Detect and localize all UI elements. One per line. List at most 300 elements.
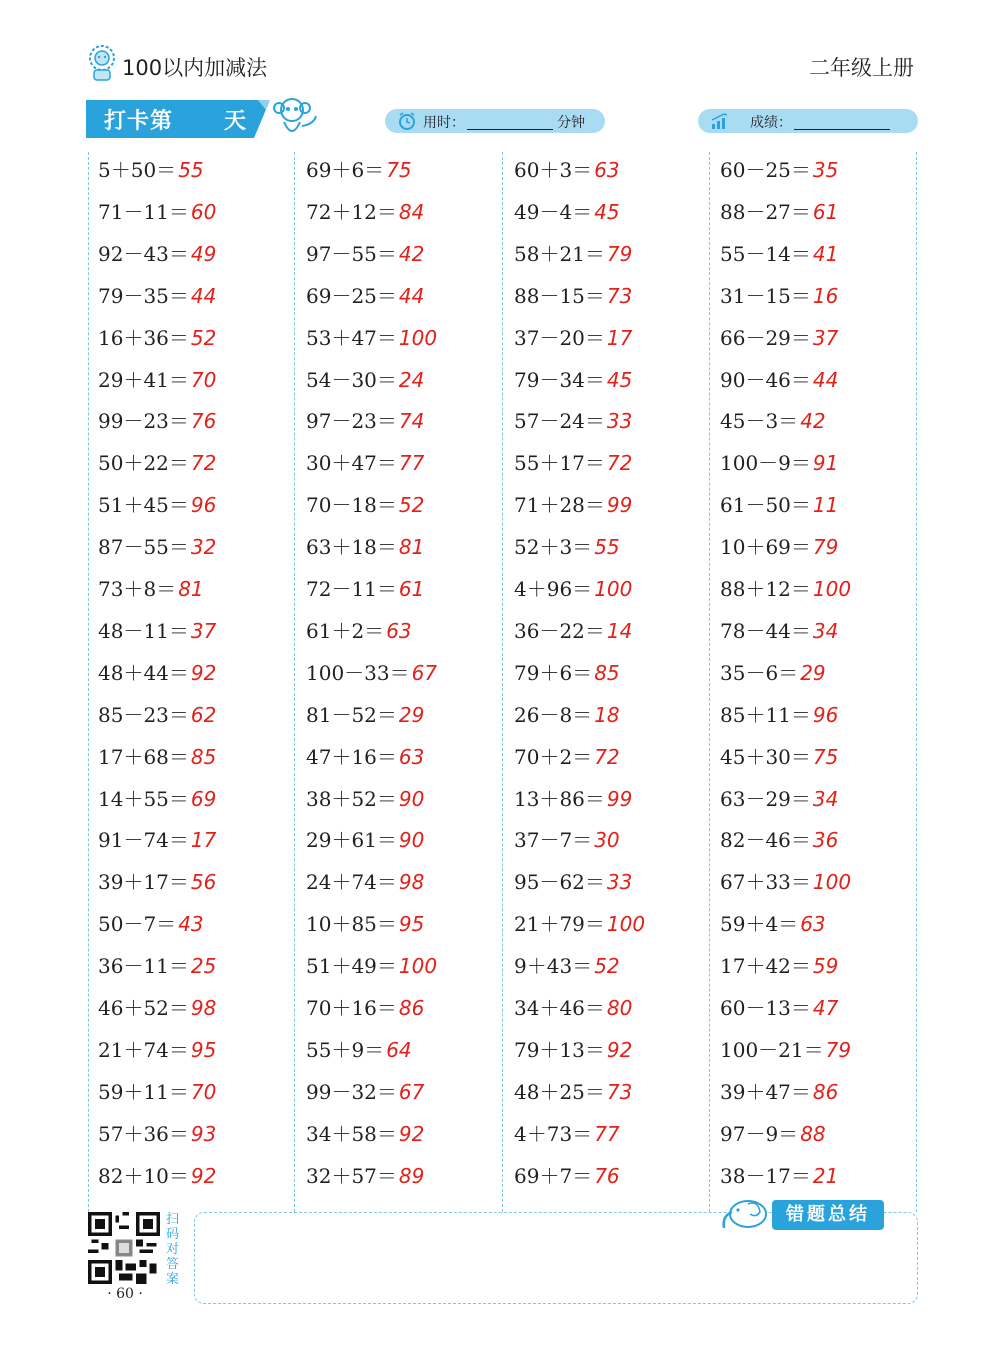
math-problem: [720, 489, 838, 518]
math-problem: [306, 322, 437, 351]
column-divider: [916, 152, 917, 1212]
math-problem: [306, 615, 412, 644]
math-problem: [720, 238, 838, 267]
math-problem: [306, 238, 424, 267]
math-problem: [98, 238, 216, 267]
problem-expression: 60＋3＝: [514, 158, 593, 182]
math-problem: [720, 992, 838, 1021]
problem-expression: 5＋50＝: [98, 158, 177, 182]
math-problem: [98, 196, 216, 225]
problem-expression: 90－46＝: [720, 367, 811, 392]
math-problem: [98, 531, 216, 560]
handwritten-answer: 11: [812, 493, 839, 518]
handwritten-answer: 92: [190, 660, 217, 685]
math-problem: [98, 1034, 216, 1063]
handwritten-answer: 79: [812, 535, 839, 560]
score-field: [698, 109, 918, 133]
problem-expression: 82＋10＝: [98, 1163, 189, 1188]
handwritten-answer: 32: [190, 535, 217, 560]
math-problem: [720, 364, 838, 393]
math-problem: [306, 405, 424, 434]
math-problem: [514, 280, 632, 309]
handwritten-answer: 44: [398, 283, 425, 308]
handwritten-answer: 70: [190, 367, 217, 392]
handwritten-answer: 34: [812, 786, 839, 811]
math-problem: [306, 154, 412, 183]
handwritten-answer: 60: [190, 199, 217, 224]
handwritten-answer: 63: [594, 158, 620, 182]
handwritten-answer: 100: [398, 325, 438, 350]
handwritten-answer: 61: [812, 199, 839, 224]
handwritten-answer: 49: [190, 241, 217, 266]
math-problem: [514, 908, 645, 937]
problem-expression: 99－23＝: [98, 409, 189, 434]
problem-expression: 61－50＝: [720, 493, 811, 518]
handwritten-answer: 100: [812, 577, 852, 601]
math-problem: [514, 405, 632, 434]
math-problem: [720, 1160, 838, 1189]
handwritten-answer: 70: [190, 1079, 217, 1104]
math-problem: [720, 1076, 838, 1105]
math-problem: [720, 1034, 851, 1063]
problem-expression: 36－11＝: [98, 954, 189, 979]
math-problem: [514, 489, 632, 518]
problem-expression: 82－46＝: [720, 828, 811, 853]
problem-expression: 52＋3＝: [514, 535, 593, 560]
problem-expression: 70＋2＝: [514, 744, 593, 769]
math-problem: [514, 1076, 632, 1105]
handwritten-answer: 43: [178, 912, 204, 937]
handwritten-answer: 42: [800, 409, 826, 434]
problem-expression: 97－23＝: [306, 409, 397, 434]
problem-expression: 21＋79＝: [514, 912, 605, 937]
problem-expression: 48－11＝: [98, 618, 189, 643]
math-problem: [514, 699, 620, 728]
problem-expression: 47＋16＝: [306, 744, 397, 769]
problem-expression: 9＋43＝: [514, 954, 593, 979]
math-problem: [720, 950, 838, 979]
math-problem: [306, 1118, 424, 1147]
handwritten-answer: 36: [812, 828, 839, 853]
problem-expression: 35－6＝: [720, 660, 799, 685]
handwritten-answer: 84: [398, 199, 425, 224]
qr-code-icon[interactable]: [86, 1212, 162, 1284]
handwritten-answer: 92: [398, 1121, 425, 1146]
handwritten-answer: 35: [812, 158, 839, 182]
math-problem: [514, 364, 632, 393]
problem-expression: 91－74＝: [98, 828, 189, 853]
math-problem: [306, 824, 424, 853]
handwritten-answer: 95: [398, 912, 425, 937]
math-problem: [306, 699, 424, 728]
math-problem: [98, 280, 216, 309]
math-problem: [514, 950, 620, 979]
handwritten-answer: 72: [190, 451, 217, 476]
handwritten-answer: 81: [398, 535, 425, 560]
problem-expression: 4＋96＝: [514, 577, 593, 601]
problem-expression: 88－15＝: [514, 283, 605, 308]
handwritten-answer: 18: [594, 702, 620, 727]
problem-expression: 79＋6＝: [514, 660, 593, 685]
handwritten-answer: 80: [606, 996, 633, 1020]
problem-expression: 48＋44＝: [98, 660, 189, 685]
problem-expression: 55＋17＝: [514, 451, 605, 476]
math-problem: [98, 657, 216, 686]
problem-expression: 10＋69＝: [720, 535, 811, 560]
math-problem: [720, 866, 851, 895]
problem-expression: 55－14＝: [720, 241, 811, 266]
handwritten-answer: 90: [398, 828, 425, 853]
handwritten-answer: 73: [606, 283, 633, 308]
handwritten-answer: 67: [411, 660, 438, 685]
problem-expression: 50－7＝: [98, 912, 177, 937]
math-problem: [720, 447, 838, 476]
handwritten-answer: 100: [812, 870, 852, 895]
problem-expression: 34＋46＝: [514, 996, 605, 1020]
handwritten-answer: 29: [800, 660, 826, 685]
problem-expression: 88＋12＝: [720, 577, 811, 601]
handwritten-answer: 73: [606, 1079, 633, 1104]
handwritten-answer: 100: [594, 577, 633, 601]
math-problem: [306, 741, 424, 770]
math-problem: [720, 280, 838, 309]
handwritten-answer: 75: [386, 158, 412, 182]
math-problem: [514, 741, 620, 770]
handwritten-answer: 45: [594, 199, 620, 224]
math-problem: [306, 783, 424, 812]
problem-expression: 100－33＝: [306, 660, 410, 685]
handwritten-answer: 99: [606, 786, 633, 811]
column-divider: [709, 152, 710, 1212]
math-problem: [514, 824, 620, 853]
handwritten-answer: 69: [190, 786, 217, 811]
problem-expression: 60－25＝: [720, 158, 811, 182]
handwritten-answer: 33: [606, 870, 633, 895]
math-problem: [306, 1076, 424, 1105]
problem-expression: 69－25＝: [306, 283, 397, 308]
handwritten-answer: 81: [178, 577, 204, 601]
math-problem: [98, 154, 204, 183]
handwritten-answer: 72: [606, 451, 633, 476]
problem-expression: 70－18＝: [306, 493, 397, 518]
problem-expression: 26－8＝: [514, 702, 593, 727]
math-problem: [98, 1076, 216, 1105]
math-problem: [98, 1160, 216, 1189]
math-problem: [306, 992, 424, 1021]
math-problem: [514, 1160, 620, 1189]
handwritten-answer: 61: [398, 577, 425, 601]
handwritten-answer: 52: [398, 493, 425, 518]
problem-expression: 70＋16＝: [306, 996, 397, 1020]
math-problem: [720, 154, 838, 183]
problem-expression: 34＋58＝: [306, 1121, 397, 1146]
score-input-line[interactable]: [794, 129, 890, 130]
handwritten-answer: 91: [812, 451, 839, 476]
time-field: [385, 109, 605, 133]
handwritten-answer: 17: [190, 828, 217, 853]
handwritten-answer: 89: [398, 1163, 425, 1188]
math-problem: [306, 364, 424, 393]
time-label: 用时：: [423, 115, 465, 131]
handwritten-answer: 45: [606, 367, 633, 392]
problem-expression: 21＋74＝: [98, 1037, 189, 1062]
problem-expression: 59＋4＝: [720, 912, 799, 937]
problem-expression: 63＋18＝: [306, 535, 397, 560]
math-problem: [720, 196, 838, 225]
math-problem: [98, 824, 216, 853]
handwritten-answer: 41: [812, 241, 839, 266]
problem-expression: 81－52＝: [306, 702, 397, 727]
math-problem: [514, 154, 620, 183]
lion-logo-icon: [86, 44, 118, 82]
problem-expression: 66－29＝: [720, 325, 811, 350]
scan-for-answers-label: 扫码对答案: [166, 1212, 180, 1287]
problem-expression: 24＋74＝: [306, 870, 397, 895]
handwritten-answer: 55: [594, 535, 620, 560]
handwritten-answer: 79: [606, 241, 633, 266]
handwritten-answer: 37: [190, 618, 217, 643]
problem-expression: 39＋47＝: [720, 1079, 811, 1104]
handwritten-answer: 67: [398, 1079, 425, 1104]
math-problem: [720, 322, 838, 351]
math-problem: [720, 531, 838, 560]
problem-expression: 59＋11＝: [98, 1079, 189, 1104]
handwritten-answer: 29: [398, 702, 425, 727]
problem-expression: 92－43＝: [98, 241, 189, 266]
handwritten-answer: 86: [812, 1079, 839, 1104]
handwritten-answer: 92: [190, 1163, 217, 1188]
problem-expression: 50＋22＝: [98, 451, 189, 476]
problem-expression: 29＋61＝: [306, 828, 397, 853]
math-problem: [514, 238, 632, 267]
handwritten-answer: 98: [190, 996, 217, 1020]
handwritten-answer: 56: [190, 870, 217, 895]
problem-expression: 63－29＝: [720, 786, 811, 811]
problem-expression: 85＋11＝: [720, 702, 811, 727]
handwritten-answer: 33: [606, 409, 633, 434]
checkin-day-label: 天: [224, 109, 248, 134]
elephant-icon: [718, 1196, 774, 1232]
problem-expression: 38＋52＝: [306, 786, 397, 811]
math-problem: [514, 447, 632, 476]
math-problem: [720, 741, 838, 770]
problem-expression: 60－13＝: [720, 996, 811, 1020]
handwritten-answer: 63: [800, 912, 826, 937]
problem-expression: 10＋85＝: [306, 912, 397, 937]
math-problem: [98, 615, 216, 644]
handwritten-answer: 100: [606, 912, 646, 937]
handwritten-answer: 34: [812, 618, 839, 643]
checkin-label: 打卡第: [104, 109, 174, 134]
math-problem: [514, 322, 632, 351]
problem-expression: 51＋45＝: [98, 493, 189, 518]
math-problem: [98, 1118, 216, 1147]
score-label: 成绩：: [750, 115, 792, 131]
math-problem: [98, 573, 204, 602]
handwritten-answer: 52: [594, 954, 620, 979]
handwritten-answer: 85: [594, 660, 620, 685]
math-problem: [98, 322, 216, 351]
handwritten-answer: 30: [594, 828, 620, 853]
problem-expression: 55＋9＝: [306, 1037, 385, 1062]
handwritten-answer: 90: [398, 786, 425, 811]
handwritten-answer: 63: [386, 618, 412, 643]
math-problem: [98, 699, 216, 728]
problem-expression: 72＋12＝: [306, 199, 397, 224]
math-problem: [306, 1160, 424, 1189]
time-unit: 分钟: [557, 115, 585, 131]
handwritten-answer: 24: [398, 367, 425, 392]
grade-label: 二年级上册: [809, 56, 914, 80]
handwritten-answer: 63: [398, 744, 425, 769]
handwritten-answer: 88: [800, 1121, 826, 1146]
math-problem: [720, 908, 826, 937]
handwritten-answer: 95: [190, 1037, 217, 1062]
math-problem: [514, 992, 632, 1021]
math-problem: [98, 783, 216, 812]
problem-expression: 57－24＝: [514, 409, 605, 434]
problem-expression: 16＋36＝: [98, 325, 189, 350]
problem-expression: 45－3＝: [720, 409, 799, 434]
problem-expression: 61＋2＝: [306, 618, 385, 643]
problem-expression: 30＋47＝: [306, 451, 397, 476]
math-problem: [306, 950, 437, 979]
problem-expression: 58＋21＝: [514, 241, 605, 266]
handwritten-answer: 86: [398, 996, 425, 1020]
handwritten-answer: 99: [606, 493, 633, 518]
problem-expression: 73＋8＝: [98, 577, 177, 601]
math-problem: [514, 531, 620, 560]
handwritten-answer: 21: [812, 1163, 839, 1188]
handwritten-answer: 47: [812, 996, 839, 1020]
handwritten-answer: 44: [812, 367, 839, 392]
math-problem: [98, 405, 216, 434]
handwritten-answer: 52: [190, 325, 217, 350]
time-input-line[interactable]: [467, 129, 553, 130]
handwritten-answer: 25: [190, 954, 217, 979]
math-problem: [98, 489, 216, 518]
problem-expression: 78－44＝: [720, 618, 811, 643]
math-problem: [720, 824, 838, 853]
problem-expression: 17＋42＝: [720, 954, 811, 979]
math-problem: [514, 1034, 632, 1063]
math-problem: [306, 1034, 412, 1063]
math-problem: [514, 1118, 620, 1147]
problem-expression: 95－62＝: [514, 870, 605, 895]
problem-expression: 37－20＝: [514, 325, 605, 350]
math-problem: [98, 741, 216, 770]
column-divider: [502, 152, 503, 1212]
column-divider: [294, 152, 295, 1212]
math-problem: [514, 657, 620, 686]
problem-expression: 17＋68＝: [98, 744, 189, 769]
problem-expression: 71－11＝: [98, 199, 189, 224]
problem-expression: 85－23＝: [98, 702, 189, 727]
problem-expression: 97－55＝: [306, 241, 397, 266]
math-problem: [514, 615, 632, 644]
math-problem: [720, 573, 851, 602]
problem-expression: 71＋28＝: [514, 493, 605, 518]
problem-expression: 45＋30＝: [720, 744, 811, 769]
problem-expression: 79＋13＝: [514, 1037, 605, 1062]
book-title: 100以内加减法: [122, 56, 268, 80]
math-problem: [720, 1118, 826, 1147]
problem-expression: 54－30＝: [306, 367, 397, 392]
math-problem: [98, 992, 216, 1021]
math-problem: [306, 196, 424, 225]
math-problem: [720, 405, 826, 434]
page-number: · 60 ·: [107, 1286, 143, 1302]
math-problem: [720, 783, 838, 812]
handwritten-answer: 59: [812, 954, 839, 979]
handwritten-answer: 74: [398, 409, 425, 434]
problem-expression: 14＋55＝: [98, 786, 189, 811]
handwritten-answer: 93: [190, 1121, 217, 1146]
problem-expression: 88－27＝: [720, 199, 811, 224]
problem-expression: 67＋33＝: [720, 870, 811, 895]
handwritten-answer: 76: [190, 409, 217, 434]
math-problem: [306, 447, 424, 476]
handwritten-answer: 14: [606, 618, 633, 643]
math-problem: [514, 196, 620, 225]
problem-expression: 69＋6＝: [306, 158, 385, 182]
math-problem: [98, 364, 216, 393]
problem-expression: 53＋47＝: [306, 325, 397, 350]
handwritten-answer: 64: [386, 1037, 412, 1062]
handwritten-answer: 85: [190, 744, 217, 769]
problem-expression: 39＋17＝: [98, 870, 189, 895]
alarm-clock-icon: [397, 111, 417, 131]
problem-expression: 99－32＝: [306, 1079, 397, 1104]
handwritten-answer: 62: [190, 702, 217, 727]
problem-expression: 69＋7＝: [514, 1163, 593, 1188]
handwritten-answer: 17: [606, 325, 633, 350]
problem-expression: 13＋86＝: [514, 786, 605, 811]
math-problem: [98, 447, 216, 476]
problem-expression: 32＋57＝: [306, 1163, 397, 1188]
problem-expression: 97－9＝: [720, 1121, 799, 1146]
handwritten-answer: 98: [398, 870, 425, 895]
monkey-mascot-icon: [268, 94, 320, 142]
handwritten-answer: 96: [190, 493, 217, 518]
problem-expression: 4＋73＝: [514, 1121, 593, 1146]
bar-chart-icon: [710, 111, 730, 131]
math-problem: [720, 615, 838, 644]
math-problem: [306, 489, 424, 518]
problem-expression: 79－35＝: [98, 283, 189, 308]
problem-expression: 48＋25＝: [514, 1079, 605, 1104]
math-problem: [306, 531, 424, 560]
problem-expression: 46＋52＝: [98, 996, 189, 1020]
handwritten-answer: 37: [812, 325, 839, 350]
handwritten-answer: 77: [594, 1121, 620, 1146]
handwritten-answer: 72: [594, 744, 620, 769]
problem-expression: 31－15＝: [720, 283, 811, 308]
handwritten-answer: 16: [812, 283, 839, 308]
math-problem: [306, 657, 437, 686]
math-problem: [514, 783, 632, 812]
problem-expression: 51＋49＝: [306, 954, 397, 979]
problem-expression: 100－21＝: [720, 1037, 824, 1062]
handwritten-answer: 76: [594, 1163, 620, 1188]
handwritten-answer: 55: [178, 158, 204, 182]
handwritten-answer: 92: [606, 1037, 633, 1062]
math-problem: [720, 657, 826, 686]
mistake-summary-label: 错题总结: [772, 1200, 884, 1230]
problem-expression: 87－55＝: [98, 535, 189, 560]
math-problem: [514, 573, 632, 602]
handwritten-answer: 44: [190, 283, 217, 308]
